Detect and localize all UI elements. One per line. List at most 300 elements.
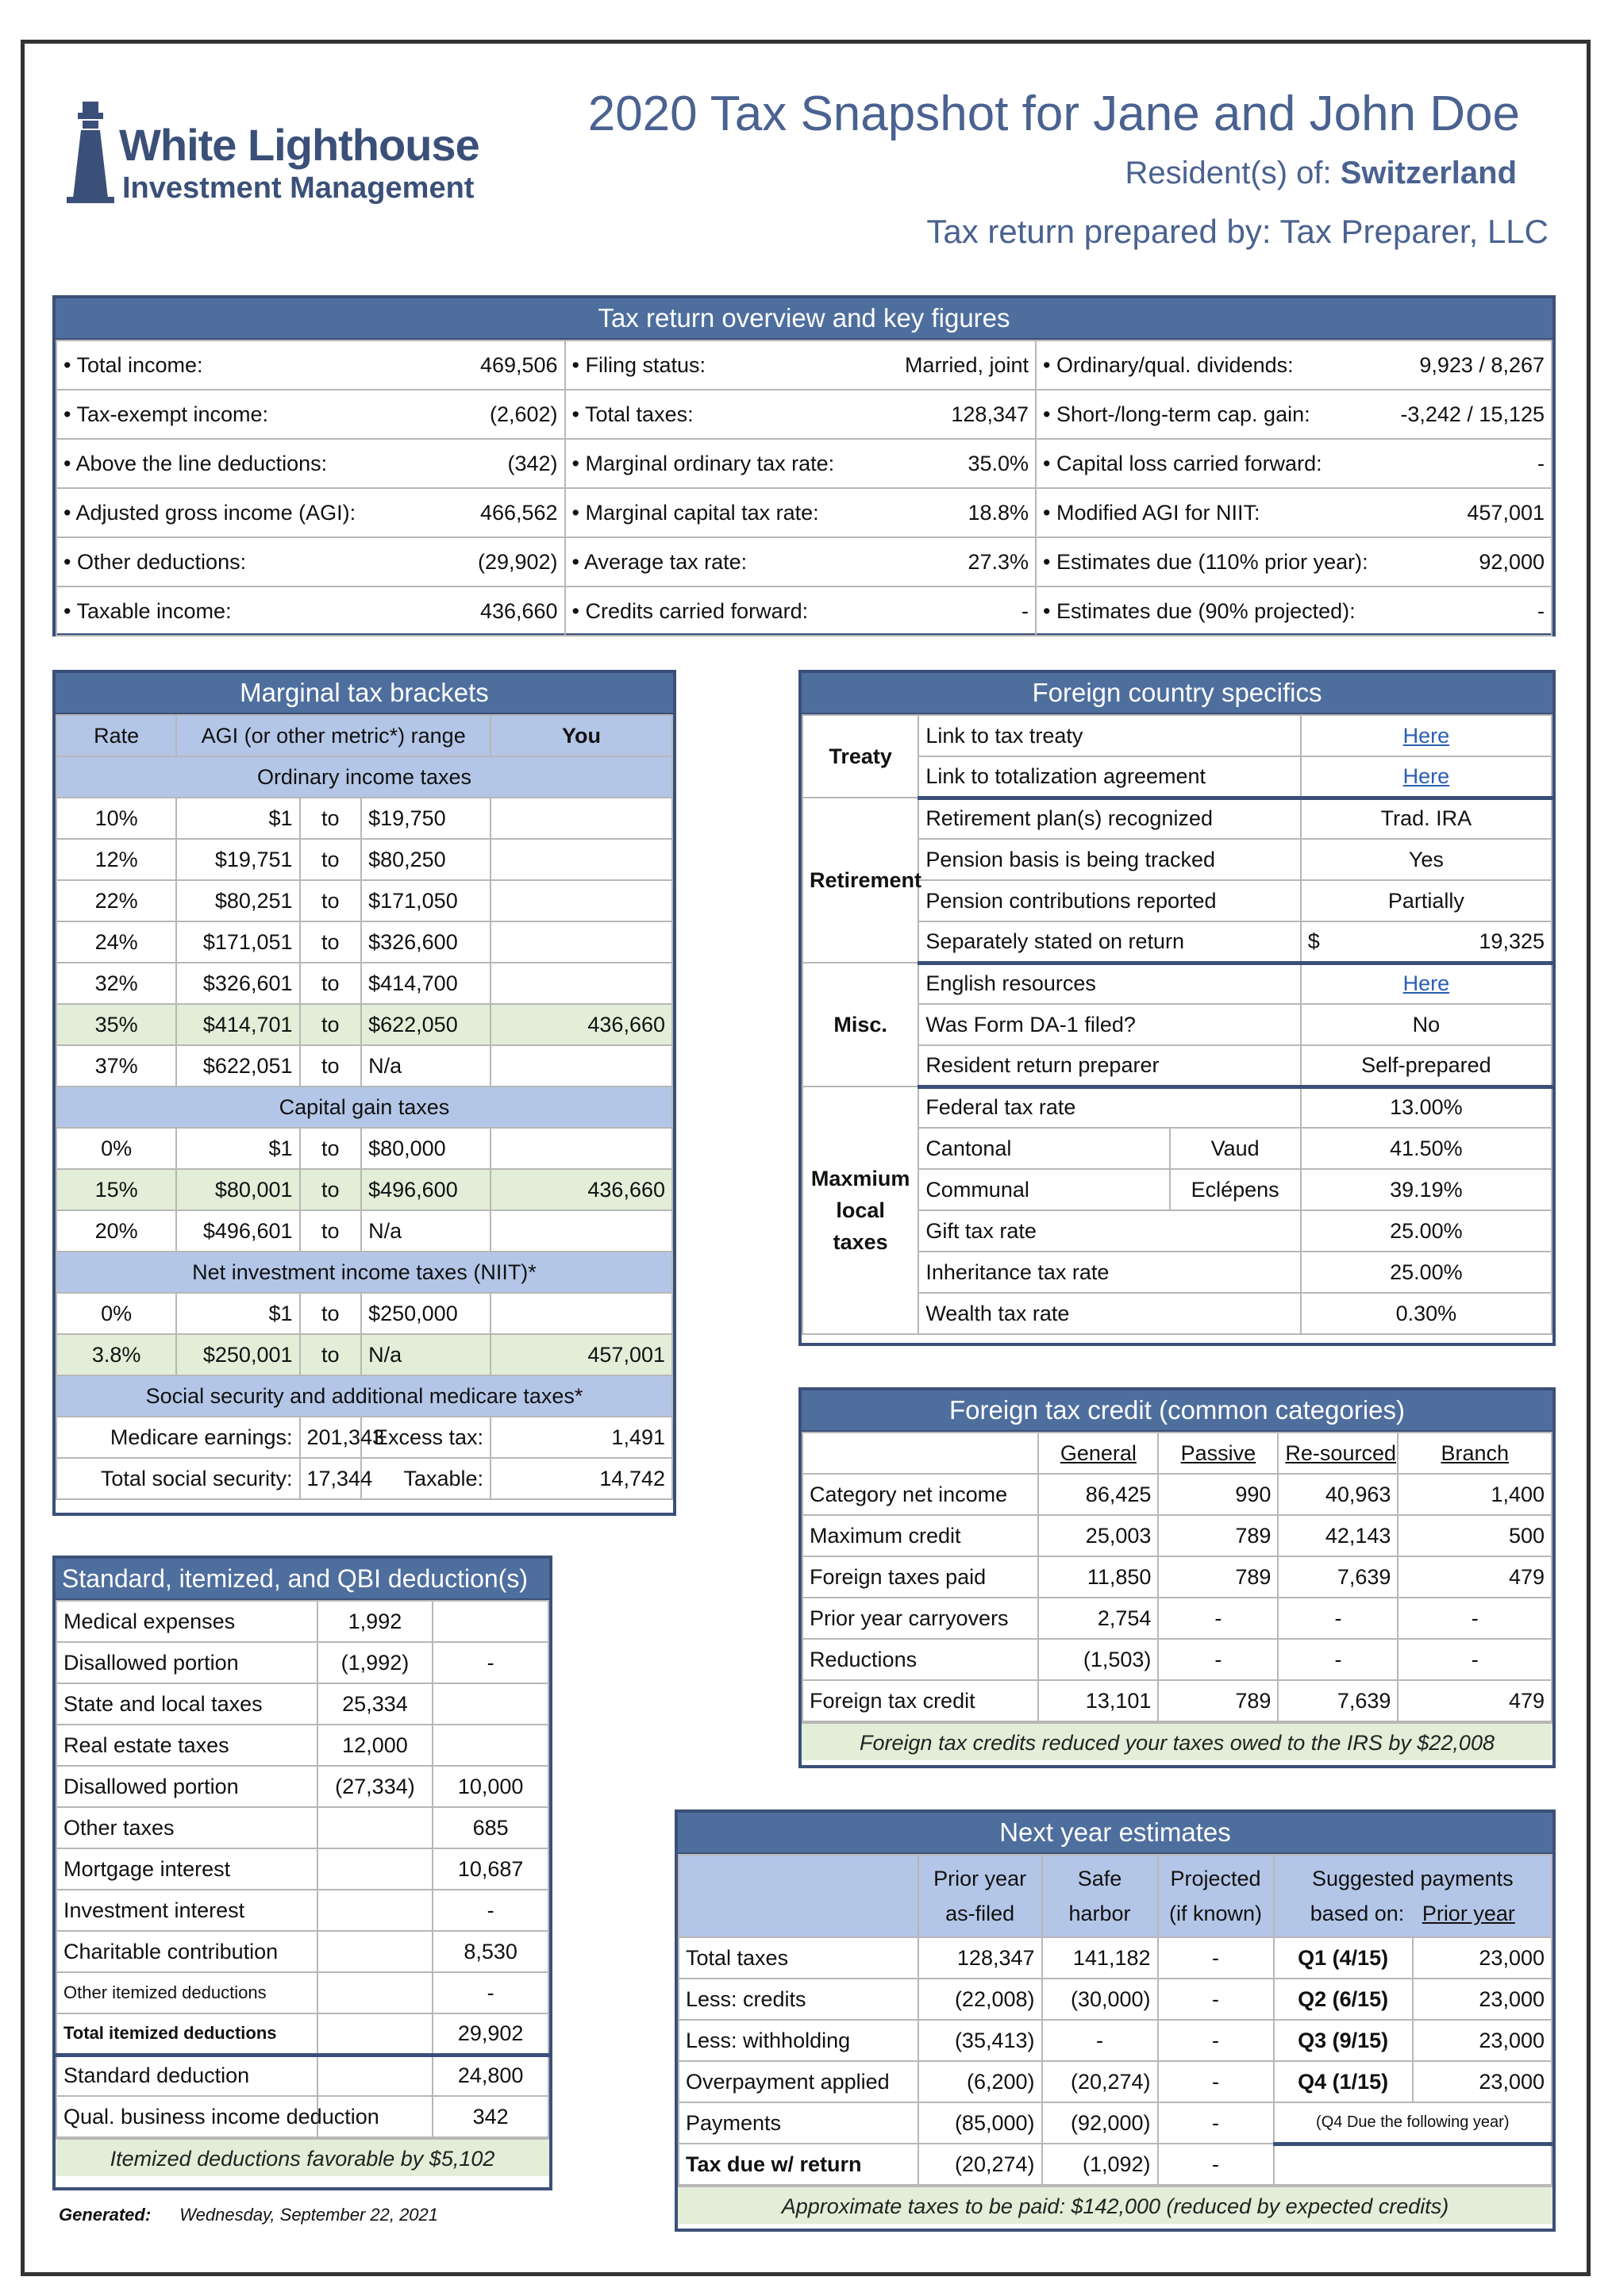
ftc-value: 25,003 <box>1038 1515 1158 1556</box>
retirement-label: Retirement <box>802 798 918 963</box>
overview-cell <box>1036 586 1552 636</box>
bracket-row <box>56 798 672 839</box>
tax-item: Inheritance tax rate <box>918 1252 1300 1293</box>
bracket-row <box>56 1045 672 1086</box>
overview-label: • Estimates due (110% prior year): <box>1043 549 1368 574</box>
section-title: Net investment income taxes (NIIT)* <box>56 1252 672 1293</box>
section-title: Capital gain taxes <box>56 1086 672 1128</box>
deductions-grid <box>56 1600 549 2138</box>
safe-harbor-header <box>1042 1855 1158 1937</box>
deduction-total: 8,530 <box>433 1931 548 1972</box>
you-cell: 436,660 <box>491 1004 672 1045</box>
deduction-row <box>56 1972 548 2013</box>
deduction-total <box>433 1601 548 1642</box>
ss-value2: 1,491 <box>491 1417 672 1458</box>
overview-row <box>56 390 1552 439</box>
range-to: to <box>300 1045 362 1086</box>
deduction-amount: (27,334) <box>317 1766 433 1807</box>
overview-value: 128,347 <box>951 402 1029 426</box>
tax-item: Gift tax rate <box>918 1210 1300 1252</box>
deduction-total: - <box>433 1642 548 1683</box>
range-from: $171,051 <box>176 921 299 963</box>
deduction-row <box>56 2055 548 2096</box>
ss-value: 17,344 <box>300 1458 362 1499</box>
retirement-value: Partially <box>1301 880 1552 921</box>
range-end: $80,000 <box>361 1128 491 1169</box>
estimate-row <box>679 2061 1552 2102</box>
rate-header: Rate <box>56 715 176 756</box>
misc-row <box>802 963 1552 1004</box>
logo-line2: Investment Management <box>122 171 475 205</box>
tax-rate: 41.50% <box>1301 1128 1552 1169</box>
quarter-label: Q4 (1/15) <box>1274 2061 1413 2102</box>
deduction-row <box>56 1642 548 1683</box>
deduction-row <box>56 1725 548 1766</box>
ftc-value: 40,963 <box>1278 1474 1398 1515</box>
tax-location: Vaud <box>1170 1128 1301 1169</box>
tax-item: Cantonal <box>918 1128 1169 1169</box>
ftc-value: 479 <box>1398 1680 1552 1721</box>
deduction-row <box>56 1601 548 1642</box>
safe-harbor-value: 141,182 <box>1042 1937 1158 1979</box>
rate-cell: 0% <box>56 1128 176 1169</box>
deduction-amount <box>317 2013 433 2055</box>
rate-cell: 3.8% <box>56 1334 176 1375</box>
ss-label: Medicare earnings: <box>56 1417 300 1458</box>
overview-label: • Filing status: <box>571 352 706 377</box>
misc-item: Resident return preparer <box>918 1045 1300 1086</box>
ftc-blank-header <box>802 1433 1038 1474</box>
brackets-grid <box>56 714 673 1500</box>
range-end: $326,600 <box>361 921 491 963</box>
deduction-row <box>56 1807 548 1848</box>
header-line: harbor <box>1068 1902 1131 1925</box>
range-to: to <box>300 1210 362 1252</box>
deduction-total: 29,902 <box>433 2013 548 2055</box>
ftc-value: 1,400 <box>1398 1474 1552 1515</box>
ftc-footer: Foreign tax credits reduced your taxes owed to the IRS by $22,008 <box>802 1722 1552 1760</box>
ftc-column-header: General <box>1038 1433 1158 1474</box>
deduction-label: Real estate taxes <box>56 1725 317 1766</box>
overview-value: Married, joint <box>904 352 1029 377</box>
overview-cell <box>56 488 565 537</box>
overview-row <box>56 537 1552 586</box>
range-from: $496,601 <box>176 1210 299 1252</box>
retirement-item: Pension contributions reported <box>918 880 1300 921</box>
misc-item: Was Form DA-1 filed? <box>918 1004 1300 1045</box>
ftc-label: Category net income <box>802 1474 1038 1515</box>
local-tax-row <box>802 1086 1552 1128</box>
header-line: Suggested payments <box>1311 1867 1514 1890</box>
deduction-label: Disallowed portion <box>56 1766 317 1807</box>
ftc-value: 990 <box>1158 1474 1278 1515</box>
deduction-row <box>56 1766 548 1807</box>
bracket-row <box>56 1293 672 1334</box>
lighthouse-icon <box>67 102 114 203</box>
deduction-amount <box>317 1972 433 2013</box>
brackets-table <box>52 670 676 1516</box>
overview-row <box>56 340 1552 390</box>
range-end: $19,750 <box>361 798 491 839</box>
range-from: $1 <box>176 798 299 839</box>
range-from: $414,701 <box>176 1004 299 1045</box>
tax-rate: 0.30% <box>1301 1293 1552 1334</box>
estimate-row <box>679 2020 1552 2061</box>
overview-cell <box>565 537 1036 586</box>
you-cell <box>491 1293 672 1334</box>
retirement-item: Pension basis is being tracked <box>918 839 1300 880</box>
overview-value: -3,242 / 15,125 <box>1400 402 1545 426</box>
you-cell <box>491 1210 672 1252</box>
rate-cell: 35% <box>56 1004 176 1045</box>
you-cell <box>491 798 672 839</box>
deduction-label: Disallowed portion <box>56 1642 317 1683</box>
separately-stated-label: Separately stated on return <box>918 921 1300 963</box>
overview-cell <box>565 340 1036 390</box>
overview-row <box>56 488 1552 537</box>
quarter-payment: 23,000 <box>1413 1937 1552 1979</box>
overview-table <box>52 295 1556 636</box>
deduction-amount <box>317 2055 433 2096</box>
bracket-row <box>56 880 672 921</box>
ftc-value: 789 <box>1158 1515 1278 1556</box>
ftc-value: - <box>1278 1598 1398 1639</box>
range-from: $80,001 <box>176 1169 299 1210</box>
bracket-row <box>56 1128 672 1169</box>
ftc-column-header: Branch <box>1398 1433 1552 1474</box>
blank-cell <box>1274 2144 1552 2185</box>
you-cell <box>491 963 672 1004</box>
retirement-row <box>802 798 1552 839</box>
ftc-grid <box>802 1432 1552 1722</box>
overview-cell <box>565 390 1036 439</box>
quarter-payment: 23,000 <box>1413 2061 1552 2102</box>
range-to: to <box>300 1128 362 1169</box>
ss-row <box>56 1417 672 1458</box>
deduction-amount <box>317 1807 433 1848</box>
overview-value: (2,602) <box>489 402 558 426</box>
overview-cell <box>1036 340 1552 390</box>
estimate-label: Less: credits <box>679 1979 918 2020</box>
bracket-row <box>56 1210 672 1252</box>
deductions-title: Standard, itemized, and QBI deduction(s) <box>56 1559 549 1600</box>
logo-line1: White Lighthouse <box>119 120 479 170</box>
estimate-row <box>679 2102 1552 2144</box>
range-end: N/a <box>361 1334 491 1375</box>
safe-harbor-value: (92,000) <box>1042 2102 1158 2144</box>
safe-harbor-value: (30,000) <box>1042 1979 1158 2020</box>
page-title: 2020 Tax Snapshot for Jane and John Doe <box>587 87 1520 141</box>
resources-link[interactable]: Here <box>1301 963 1552 1004</box>
tax-item: Wealth tax rate <box>918 1293 1300 1334</box>
overview-value: - <box>1537 451 1545 475</box>
rate-cell: 10% <box>56 798 176 839</box>
misc-value: No <box>1301 1004 1552 1045</box>
deduction-total: - <box>433 1890 548 1931</box>
deduction-label: Other taxes <box>56 1807 317 1848</box>
you-cell <box>491 921 672 963</box>
deduction-row <box>56 1890 548 1931</box>
resident-label: Resident(s) of: <box>1125 156 1332 190</box>
range-end: $622,050 <box>361 1004 491 1045</box>
prior-year-value: (6,200) <box>918 2061 1042 2102</box>
range-end: $171,050 <box>361 880 491 921</box>
ftc-value: 86,425 <box>1038 1474 1158 1515</box>
ftc-value: 42,143 <box>1278 1515 1398 1556</box>
overview-grid <box>56 340 1552 636</box>
section-title: Social security and additional medicare taxes* <box>56 1375 672 1417</box>
deduction-row <box>56 2096 548 2137</box>
deduction-label: Qual. business income deduction <box>56 2096 317 2137</box>
bracket-row <box>56 1169 672 1210</box>
deductions-footer: Itemized deductions favorable by $5,102 <box>56 2138 549 2176</box>
range-to: to <box>300 798 362 839</box>
preparer-line: Tax return prepared by: Tax Preparer, LLC <box>926 213 1549 250</box>
ftc-value: - <box>1398 1639 1552 1680</box>
prior-year-value: (85,000) <box>918 2102 1042 2144</box>
estimate-label: Less: withholding <box>679 2020 918 2061</box>
overview-label: • Average tax rate: <box>571 549 748 574</box>
rate-cell: 24% <box>56 921 176 963</box>
deduction-amount: 12,000 <box>317 1725 433 1766</box>
ftc-value: (1,503) <box>1038 1639 1158 1680</box>
overview-label: • Ordinary/qual. dividends: <box>1043 352 1294 377</box>
retirement-value: Yes <box>1301 839 1552 880</box>
overview-label: • Tax-exempt income: <box>63 402 269 426</box>
deduction-label: Other itemized deductions <box>56 1972 317 2013</box>
deduction-total <box>433 1683 548 1725</box>
deduction-total: - <box>433 1972 548 2013</box>
prior-year-value: 128,347 <box>918 1937 1042 1979</box>
ftc-value: 2,754 <box>1038 1598 1158 1639</box>
overview-label: • Total taxes: <box>571 402 694 426</box>
overview-cell <box>565 586 1036 636</box>
overview-value: 466,562 <box>479 500 558 525</box>
range-to: to <box>300 880 362 921</box>
rate-cell: 22% <box>56 880 176 921</box>
projected-header <box>1158 1855 1274 1937</box>
overview-value: 27.3% <box>968 549 1029 574</box>
ftc-value: - <box>1398 1598 1552 1639</box>
deduction-total: 10,687 <box>433 1848 548 1890</box>
estimate-label: Total taxes <box>679 1937 918 1979</box>
overview-cell <box>1036 537 1552 586</box>
safe-harbor-value: (1,092) <box>1042 2144 1158 2185</box>
section-row <box>56 1086 672 1128</box>
you-cell: 457,001 <box>491 1334 672 1375</box>
ftc-value: - <box>1278 1639 1398 1680</box>
ftc-title: Foreign tax credit (common categories) <box>802 1390 1552 1432</box>
resident-country: Switzerland <box>1340 156 1517 190</box>
overview-label: • Modified AGI for NIIT: <box>1043 500 1260 525</box>
range-to: to <box>300 1004 362 1045</box>
projected-value: - <box>1158 2144 1274 2185</box>
deduction-label: Investment interest <box>56 1890 317 1931</box>
overview-label: • Total income: <box>63 352 203 377</box>
ftc-value: 789 <box>1158 1556 1278 1598</box>
you-cell <box>491 1128 672 1169</box>
resident-line <box>1125 156 1518 191</box>
quarter-payment: 23,000 <box>1413 1979 1552 2020</box>
overview-value: 436,660 <box>479 598 558 623</box>
deduction-total: 342 <box>433 2096 548 2137</box>
ftc-value: - <box>1158 1639 1278 1680</box>
rate-cell: 32% <box>56 963 176 1004</box>
deduction-total: 10,000 <box>433 1766 548 1807</box>
overview-value: 9,923 / 8,267 <box>1419 352 1545 377</box>
bracket-row <box>56 963 672 1004</box>
misc-value: Self-prepared <box>1301 1045 1552 1086</box>
ftc-value: 789 <box>1158 1680 1278 1721</box>
overview-cell <box>56 439 565 488</box>
deduction-amount: 25,334 <box>317 1683 433 1725</box>
section-row <box>56 756 672 798</box>
deduction-total: 24,800 <box>433 2055 548 2096</box>
tax-item: Federal tax rate <box>918 1086 1300 1128</box>
overview-value: 92,000 <box>1479 549 1545 574</box>
estimates-header-row <box>679 1855 1552 1937</box>
brackets-title: Marginal tax brackets <box>56 673 673 714</box>
deduction-row <box>56 1683 548 1725</box>
basis-selector[interactable]: Prior year <box>1422 1902 1515 1925</box>
ftc-value: 7,639 <box>1278 1556 1398 1598</box>
projected-value: - <box>1158 2102 1274 2144</box>
ftc-row <box>802 1556 1552 1598</box>
separately-stated-amount: 19,325 <box>1479 929 1545 953</box>
ftc-label: Maximum credit <box>802 1515 1038 1556</box>
treaty-row <box>802 715 1552 756</box>
deduction-row <box>56 2013 548 2055</box>
estimates-title: Next year estimates <box>678 1813 1552 1854</box>
overview-label: • Credits carried forward: <box>571 598 809 623</box>
local-taxes-label: Maxmium local taxes <box>802 1086 918 1334</box>
section-title: Ordinary income taxes <box>56 756 672 798</box>
generated-date: Wednesday, September 22, 2021 <box>179 2205 439 2225</box>
range-to: to <box>300 1334 362 1375</box>
overview-cell <box>56 586 565 636</box>
deduction-row <box>56 1931 548 1972</box>
ftc-column-header: Re-sourced <box>1278 1433 1398 1474</box>
section-row <box>56 1375 672 1417</box>
range-end: N/a <box>361 1045 491 1086</box>
deduction-label: Standard deduction <box>56 2055 317 2096</box>
estimate-label: Tax due w/ return <box>679 2144 918 2185</box>
you-header: You <box>491 715 672 756</box>
overview-label: • Short-/long-term cap. gain: <box>1043 402 1310 426</box>
estimate-row <box>679 1979 1552 2020</box>
treaty-link[interactable]: Here <box>1301 756 1552 798</box>
ftc-label: Foreign taxes paid <box>802 1556 1038 1598</box>
overview-label: • Marginal capital tax rate: <box>571 500 819 525</box>
range-from: $250,001 <box>176 1334 299 1375</box>
tax-location: Eclépens <box>1170 1169 1301 1210</box>
tax-rate: 13.00% <box>1301 1086 1552 1128</box>
overview-value: 35.0% <box>968 451 1029 475</box>
prior-year-value: (20,274) <box>918 2144 1042 2185</box>
treaty-link[interactable]: Here <box>1301 715 1552 756</box>
rate-cell: 20% <box>56 1210 176 1252</box>
you-cell <box>491 880 672 921</box>
range-header: AGI (or other metric*) range <box>176 715 491 756</box>
ftc-value: 13,101 <box>1038 1680 1158 1721</box>
overview-value: (342) <box>507 451 558 475</box>
header-line: (if known) <box>1169 1902 1263 1925</box>
deduction-total <box>433 1725 548 1766</box>
ftc-column-header: Passive <box>1158 1433 1278 1474</box>
overview-cell <box>1036 488 1552 537</box>
overview-cell <box>1036 390 1552 439</box>
deduction-amount <box>317 1848 433 1890</box>
foreign-title: Foreign country specifics <box>802 673 1552 714</box>
ftc-label: Foreign tax credit <box>802 1680 1038 1721</box>
deduction-label: Mortgage interest <box>56 1848 317 1890</box>
safe-harbor-value: (20,274) <box>1042 2061 1158 2102</box>
you-cell <box>491 839 672 880</box>
treaty-item: Link to tax treaty <box>918 715 1300 756</box>
tax-rate: 25.00% <box>1301 1252 1552 1293</box>
estimates-footer: Approximate taxes to be paid: $142,000 (reduced by expected credits) <box>678 2186 1552 2224</box>
quarter-label: Q2 (6/15) <box>1274 1979 1413 2020</box>
header-line: Prior year <box>933 1867 1027 1890</box>
foreign-table <box>798 670 1556 1346</box>
generated-label: Generated: <box>59 2205 152 2225</box>
range-to: to <box>300 839 362 880</box>
overview-label: • Marginal ordinary tax rate: <box>571 451 835 475</box>
retirement-item: Retirement plan(s) recognized <box>918 798 1300 839</box>
overview-label: • Above the line deductions: <box>63 451 328 475</box>
range-from: $80,251 <box>176 880 299 921</box>
overview-row <box>56 586 1552 636</box>
header-line: as-filed <box>945 1902 1015 1925</box>
projected-value: - <box>1158 1937 1274 1979</box>
quarter-label: Q3 (9/15) <box>1274 2020 1413 2061</box>
range-from: $622,051 <box>176 1045 299 1086</box>
rate-cell: 0% <box>56 1293 176 1334</box>
range-to: to <box>300 963 362 1004</box>
range-end: $80,250 <box>361 839 491 880</box>
tax-rate: 39.19% <box>1301 1169 1552 1210</box>
you-cell <box>491 1045 672 1086</box>
overview-cell <box>56 340 565 390</box>
ftc-row <box>802 1474 1552 1515</box>
ftc-value: 11,850 <box>1038 1556 1158 1598</box>
estimates-table <box>675 1809 1556 2232</box>
range-to: to <box>300 1293 362 1334</box>
overview-title: Tax return overview and key figures <box>56 298 1552 340</box>
deduction-label: State and local taxes <box>56 1683 317 1725</box>
ftc-label: Prior year carryovers <box>802 1598 1038 1639</box>
ss-value: 201,343 <box>300 1417 362 1458</box>
overview-cell <box>565 488 1036 537</box>
estimate-row <box>679 2144 1552 2185</box>
deduction-label: Charitable contribution <box>56 1931 317 1972</box>
bracket-row <box>56 921 672 963</box>
range-from: $326,601 <box>176 963 299 1004</box>
generated-line <box>59 2205 438 2225</box>
overview-cell <box>56 390 565 439</box>
rate-cell: 37% <box>56 1045 176 1086</box>
overview-value: 18.8% <box>968 500 1029 525</box>
overview-label: • Taxable income: <box>63 598 232 623</box>
bracket-row <box>56 1334 672 1375</box>
range-from: $1 <box>176 1128 299 1169</box>
tax-item: Communal <box>918 1169 1169 1210</box>
retirement-value: Trad. IRA <box>1301 798 1552 839</box>
range-end: $414,700 <box>361 963 491 1004</box>
rate-cell: 12% <box>56 839 176 880</box>
safe-harbor-value: - <box>1042 2020 1158 2061</box>
overview-row <box>56 439 1552 488</box>
